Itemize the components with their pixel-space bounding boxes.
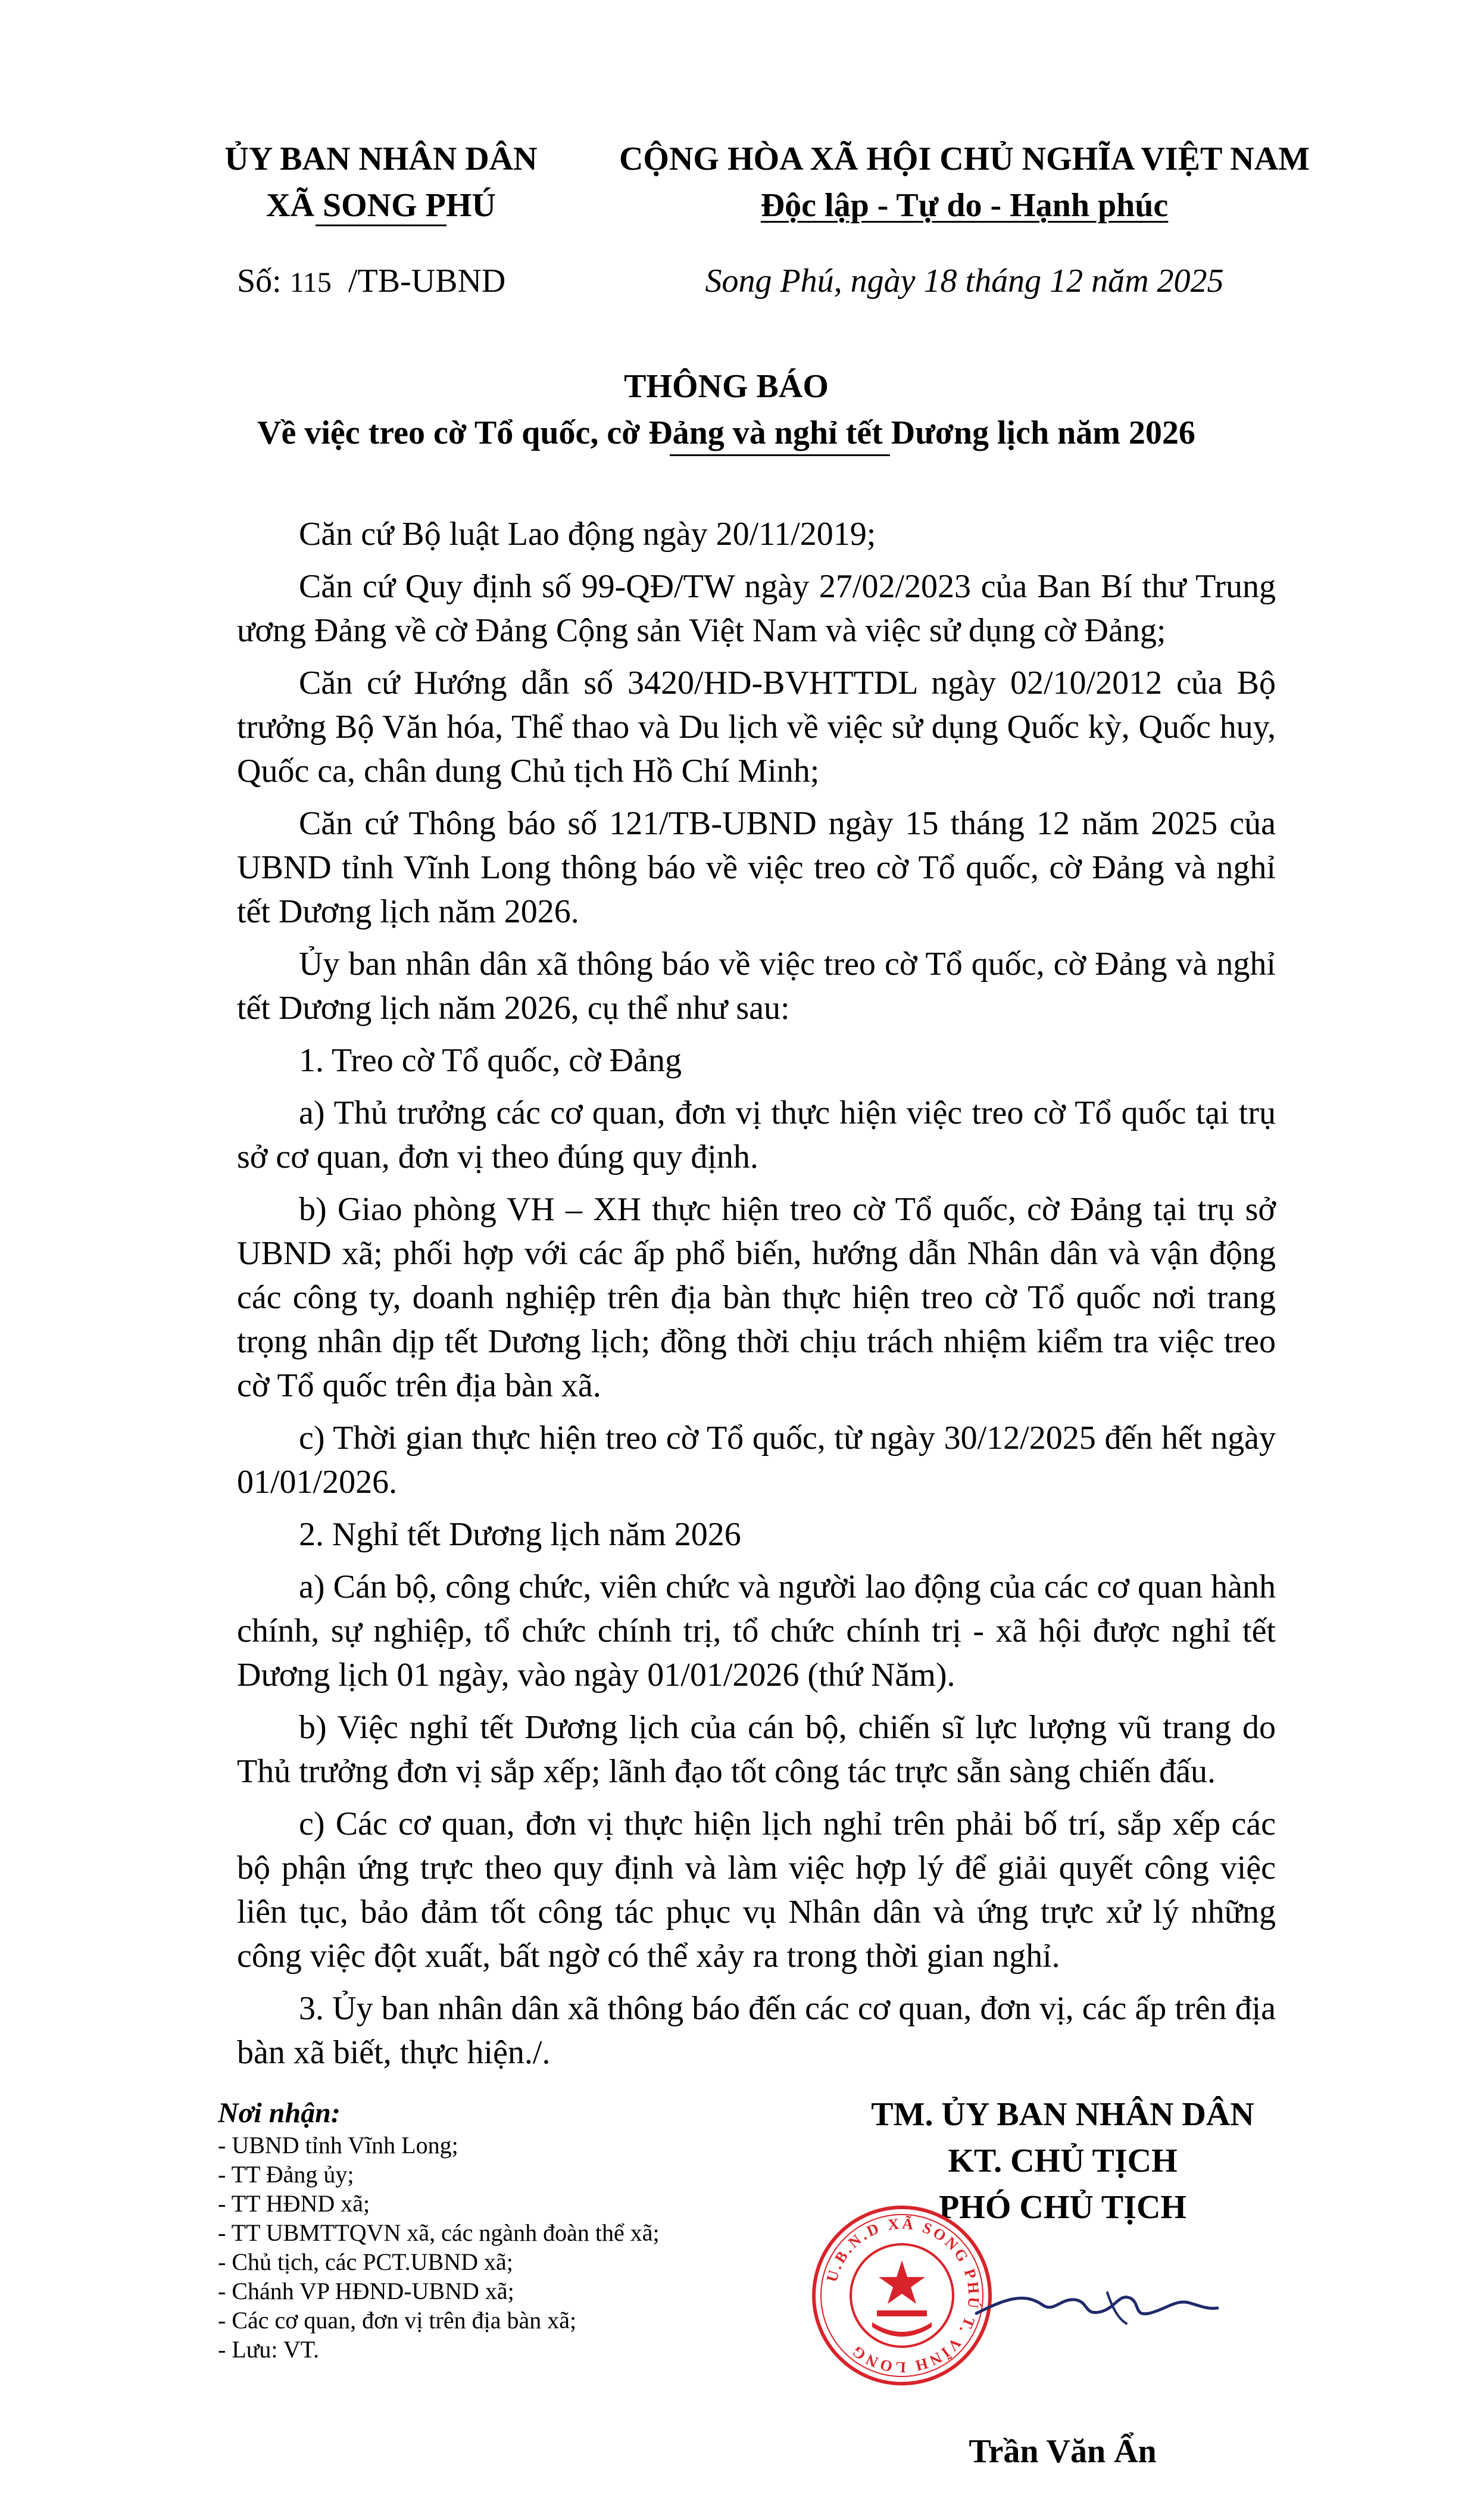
- paragraph: a) Thủ trưởng các cơ quan, đơn vị thực hiện việc treo cờ Tổ quốc tại trụ sở cơ quan, đơn vị theo đúng quy định.: [237, 1094, 1276, 1175]
- recipient-item: - UBND tỉnh Vĩnh Long;: [218, 2132, 458, 2159]
- paragraph: Ủy ban nhân dân xã thông báo về việc treo cờ Tổ quốc, cờ Đảng và nghỉ tết Dương lịch năm 2026, cụ thể như sau:: [237, 946, 1276, 1027]
- national-header: [572, 136, 1357, 229]
- recipient-item: - TT UBMTTQVN xã, các ngành đoàn thể xã;: [218, 2219, 660, 2246]
- paragraph: Căn cứ Quy định số 99-QĐ/TW ngày 27/02/2023 của Ban Bí thư Trung ương Đảng về cờ Đảng Cộng sản Việt Nam và việc sử dụng cờ Đảng;: [237, 568, 1276, 649]
- recipient-item: - Chủ tịch, các PCT.UBND xã;: [218, 2248, 513, 2275]
- handwritten-signature-icon: [970, 2257, 1220, 2340]
- number-value: 115: [289, 267, 332, 298]
- paragraph: 3. Ủy ban nhân dân xã thông báo đến các cơ quan, đơn vị, các ấp trên địa bàn xã biết, thực hiện./.: [237, 1990, 1276, 2071]
- svg-text:U.B.N.D XÃ SONG PHÚ T. VĨNH LO: U.B.N.D XÃ SONG PHÚ T. VĨNH LONG: [823, 2215, 983, 2376]
- recipients-block: [218, 2096, 813, 2364]
- paragraph: c) Thời gian thực hiện treo cờ Tổ quốc, từ ngày 30/12/2025 đến hết ngày 01/01/2026.: [237, 1420, 1276, 1501]
- recipient-item: - Lưu: VT.: [218, 2336, 320, 2363]
- paragraph: a) Cán bộ, công chức, viên chức và người lao động của các cơ quan hành chính, sự nghiệp, tổ chức chính trị, tổ chức chính trị - xã hội được nghỉ tết Dương lịch 01 ngày, vào ngày 01/01/2026 (thứ Năm).: [237, 1568, 1276, 1693]
- sign-line3: PHÓ CHỦ TỊCH: [939, 2189, 1186, 2226]
- recipient-item: - TT Đảng ủy;: [218, 2161, 354, 2188]
- section-heading: 1. Treo cờ Tổ quốc, cờ Đảng: [299, 1042, 682, 1079]
- issuer-header: [185, 136, 577, 229]
- document-title: THÔNG BÁO: [624, 368, 829, 405]
- document-subtitle: Về việc treo cờ Tổ quốc, cờ Đảng và nghỉ tết Dương lịch năm 2026: [257, 414, 1195, 451]
- issuer-underline: [316, 224, 446, 226]
- recipients-list: [218, 2131, 813, 2364]
- recipients-title: Nơi nhận:: [218, 2097, 341, 2129]
- number-prefix: Số:: [237, 263, 290, 300]
- recipient-item: - TT HĐND xã;: [218, 2190, 370, 2217]
- title-underline: [670, 454, 890, 456]
- national-title: CỘNG HÒA XÃ HỘI CHỦ NGHĨA VIỆT NAM: [619, 141, 1310, 177]
- document-title-block: [119, 363, 1334, 456]
- official-seal-icon: [810, 2203, 994, 2388]
- document-number: [237, 262, 505, 300]
- signer-name: Trần Văn Ẩn: [969, 2433, 1157, 2470]
- paragraph: b) Việc nghỉ tết Dương lịch của cán bộ, chiến sĩ lực lượng vũ trang do Thủ trưởng đơn vị sắp xếp; lãnh đạo tốt công tác trực sẵn sàng chiến đấu.: [237, 1709, 1276, 1790]
- paragraph: Căn cứ Bộ luật Lao động ngày 20/11/2019;: [299, 516, 876, 553]
- paragraph: Căn cứ Thông báo số 121/TB-UBND ngày 15 tháng 12 năm 2025 của UBND tỉnh Vĩnh Long thông báo về việc treo cờ Tổ quốc, cờ Đảng và nghỉ tết Dương lịch năm 2026.: [237, 805, 1276, 930]
- section-heading: 2. Nghỉ tết Dương lịch năm 2026: [299, 1516, 741, 1553]
- paragraph: Căn cứ Hướng dẫn số 3420/HD-BVHTTDL ngày 02/10/2012 của Bộ trưởng Bộ Văn hóa, Thể thao và Du lịch về việc sử dụng Quốc kỳ, Quốc huy, Quốc ca, chân dung Chủ tịch Hồ Chí Minh;: [237, 665, 1276, 790]
- issuer-line1: ỦY BAN NHÂN DÂN: [224, 141, 538, 177]
- document-body: [237, 512, 1276, 2083]
- sign-line2: KT. CHỦ TỊCH: [948, 2142, 1178, 2179]
- paragraph: b) Giao phòng VH – XH thực hiện treo cờ Tổ quốc, cờ Đảng tại trụ sở UBND xã; phối hợp với các ấp phổ biến, hướng dẫn Nhân dân và vận động các công ty, doanh nghiệp trên địa bàn thực hiện treo cờ Tổ quốc nơi trang trọng nhân dịp tết Dương lịch; đồng thời chịu trách nhiệm kiểm tra việc treo cờ Tổ quốc trên địa bàn xã.: [237, 1191, 1276, 1404]
- recipient-item: - Chánh VP HĐND-UBND xã;: [218, 2278, 514, 2304]
- number-suffix: /TB-UBND: [331, 263, 506, 300]
- sign-line1: TM. ỦY BAN NHÂN DÂN: [871, 2096, 1254, 2133]
- recipient-item: - Các cơ quan, đơn vị trên địa bàn xã;: [218, 2307, 577, 2334]
- place-date: Song Phú, ngày 18 tháng 12 năm 2025: [705, 263, 1224, 300]
- issuer-line2: XÃ SONG PHÚ: [266, 187, 496, 224]
- national-motto: Độc lập - Tự do - Hạnh phúc: [760, 187, 1169, 224]
- paragraph: c) Các cơ quan, đơn vị thực hiện lịch nghỉ trên phải bố trí, sắp xếp các bộ phận ứng trực theo quy định và làm việc hợp lý để giải quyết công việc liên tục, bảo đảm tốt công tác phục vụ Nhân dân và ứng trực xử lý những công việc đột xuất, bất ngờ có thể xảy ra trong thời gian nghỉ.: [237, 1805, 1276, 1975]
